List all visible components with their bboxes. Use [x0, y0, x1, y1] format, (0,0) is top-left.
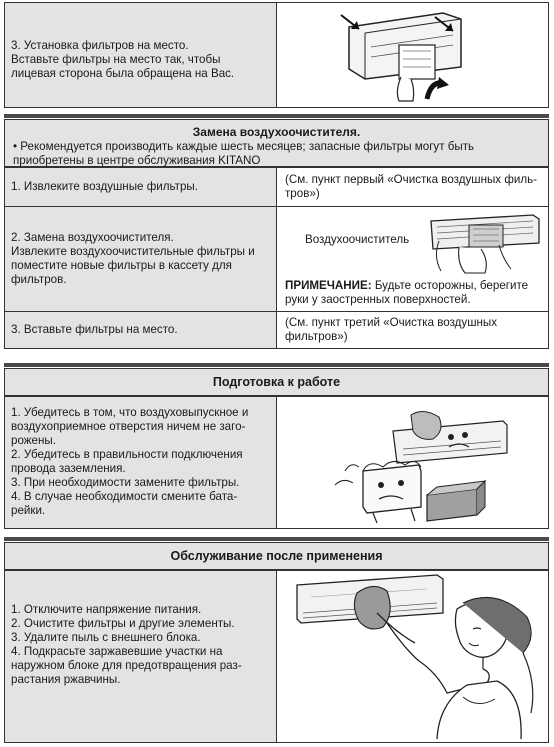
air-cleaner-step2-left-cell: [5, 207, 277, 311]
section-after-use: [4, 537, 549, 743]
air-cleaner-header-bar: [4, 114, 549, 118]
section-install-filters: [4, 2, 549, 108]
air-cleaner-title: Замена воздухоочистителя.: [192, 125, 361, 139]
after-use-line: наружном блоке для предотвращения раз-: [11, 659, 242, 672]
preparation-line: 3. При необходимости замените фильтры.: [11, 476, 240, 489]
after-use-header-bar: [4, 537, 549, 541]
preparation-line: 2. Убедитесь в правильности подключения: [11, 448, 243, 461]
air-cleaner-step3-text: 3. Вставьте фильтры на место.: [11, 323, 178, 336]
after-use-text-cell: [5, 571, 277, 742]
air-cleaner-step1-row: [4, 167, 549, 207]
purifier-label: Воздухоочиститель: [305, 233, 410, 246]
air-cleaner-note-line-1: • Рекомендуется производить каждые шесть месяцев; запасные фильтры могут быть: [13, 140, 475, 153]
preparation-line: рожены.: [11, 434, 56, 447]
air-cleaner-step2-row: [4, 206, 549, 312]
air-cleaner-step3-reference: [285, 316, 543, 344]
air-cleaner-step3-left-cell: [5, 312, 277, 348]
install-filters-text: [11, 39, 234, 81]
preparation-header-bar: [4, 363, 549, 367]
air-cleaner-note: [13, 140, 545, 168]
preparation-text: [11, 406, 248, 518]
preparation-line: 4. В случае необходимости смените бата-: [11, 490, 238, 503]
preparation-text-cell: [5, 397, 277, 528]
air-cleaner-step3-ref-line-2: фильтров»): [285, 330, 348, 343]
preparation-line: провода заземления.: [11, 462, 126, 475]
air-cleaner-step1-text: 1. Извлеките воздушные фильтры.: [11, 180, 198, 193]
install-filters-line-2: Вставьте фильтры на место так, чтобы: [11, 53, 221, 66]
after-use-line: 2. Очистите фильтры и другие элементы.: [11, 617, 235, 630]
purifier-illustration: [429, 213, 541, 275]
purifier-warning-line-1: [285, 279, 543, 293]
after-use-title: Обслуживание после применения: [170, 549, 383, 563]
after-use-line: растания ржавчины.: [11, 673, 121, 686]
preparation-title: Подготовка к работе: [212, 375, 341, 389]
after-use-line: 1. Отключите напряжение питания.: [11, 603, 202, 616]
after-use-text: [11, 603, 242, 687]
install-filters-line-3: лицевая сторона была обращена на Вас.: [11, 67, 235, 80]
after-use-header: [4, 542, 549, 570]
air-cleaner-step1-left-cell: [5, 168, 277, 206]
purifier-warning-note: [285, 279, 543, 307]
section-air-cleaner: [4, 114, 549, 350]
air-cleaner-step3-ref-line-1: (См. пункт третий «Очистка воздушных: [285, 316, 498, 329]
after-use-row: [4, 570, 549, 743]
air-cleaner-step2-text: [11, 231, 255, 287]
preparation-row: [4, 396, 549, 529]
air-cleaner-step1-ref-line-2: тров»): [285, 187, 320, 200]
preparation-line: воздухоприемное отверстия ничем не заго-: [11, 420, 246, 433]
install-filters-text-cell: [5, 3, 277, 107]
install-filters-illustration: [335, 7, 475, 103]
air-cleaner-step3-row: [4, 311, 549, 349]
preparation-header: [4, 368, 549, 396]
air-cleaner-header-row: [4, 119, 549, 167]
preparation-line: рейки.: [11, 504, 46, 517]
section-preparation: [4, 363, 549, 529]
preparation-illustration: [323, 401, 513, 525]
purifier-warning-label: ПРИМЕЧАНИЕ:: [285, 279, 372, 292]
air-cleaner-step2-line-4: фильтров.: [11, 273, 67, 286]
after-use-line: 3. Удалите пыль с внешнего блока.: [11, 631, 201, 644]
after-use-illustration: [287, 573, 547, 741]
air-cleaner-step2-line-3: поместите новые фильтры в кассету для: [11, 259, 232, 272]
purifier-warning-line-2: руки у заостренных поверхностей.: [285, 293, 471, 306]
purifier-warning-text: Будьте осторожны, берегите: [371, 279, 529, 292]
after-use-line: 4. Подкрасьте заржавевшие участки на: [11, 645, 223, 658]
air-cleaner-step1-reference: [285, 173, 543, 201]
install-filters-line-1: 3. Установка фильтров на место.: [11, 39, 189, 52]
air-cleaner-step2-line-1: 2. Замена воздухоочистителя.: [11, 231, 174, 244]
install-filters-row: [4, 2, 549, 108]
air-cleaner-note-line-2: приобретены в центре обслуживания KITANO: [13, 154, 261, 167]
preparation-line: 1. Убедитесь в том, что воздуховыпускное и: [11, 406, 249, 419]
air-cleaner-step2-line-2: Извлеките воздухоочистительные фильтры и: [11, 245, 255, 258]
air-cleaner-step1-ref-line-1: (См. пункт первый «Очистка воздушных филь-: [285, 173, 538, 186]
